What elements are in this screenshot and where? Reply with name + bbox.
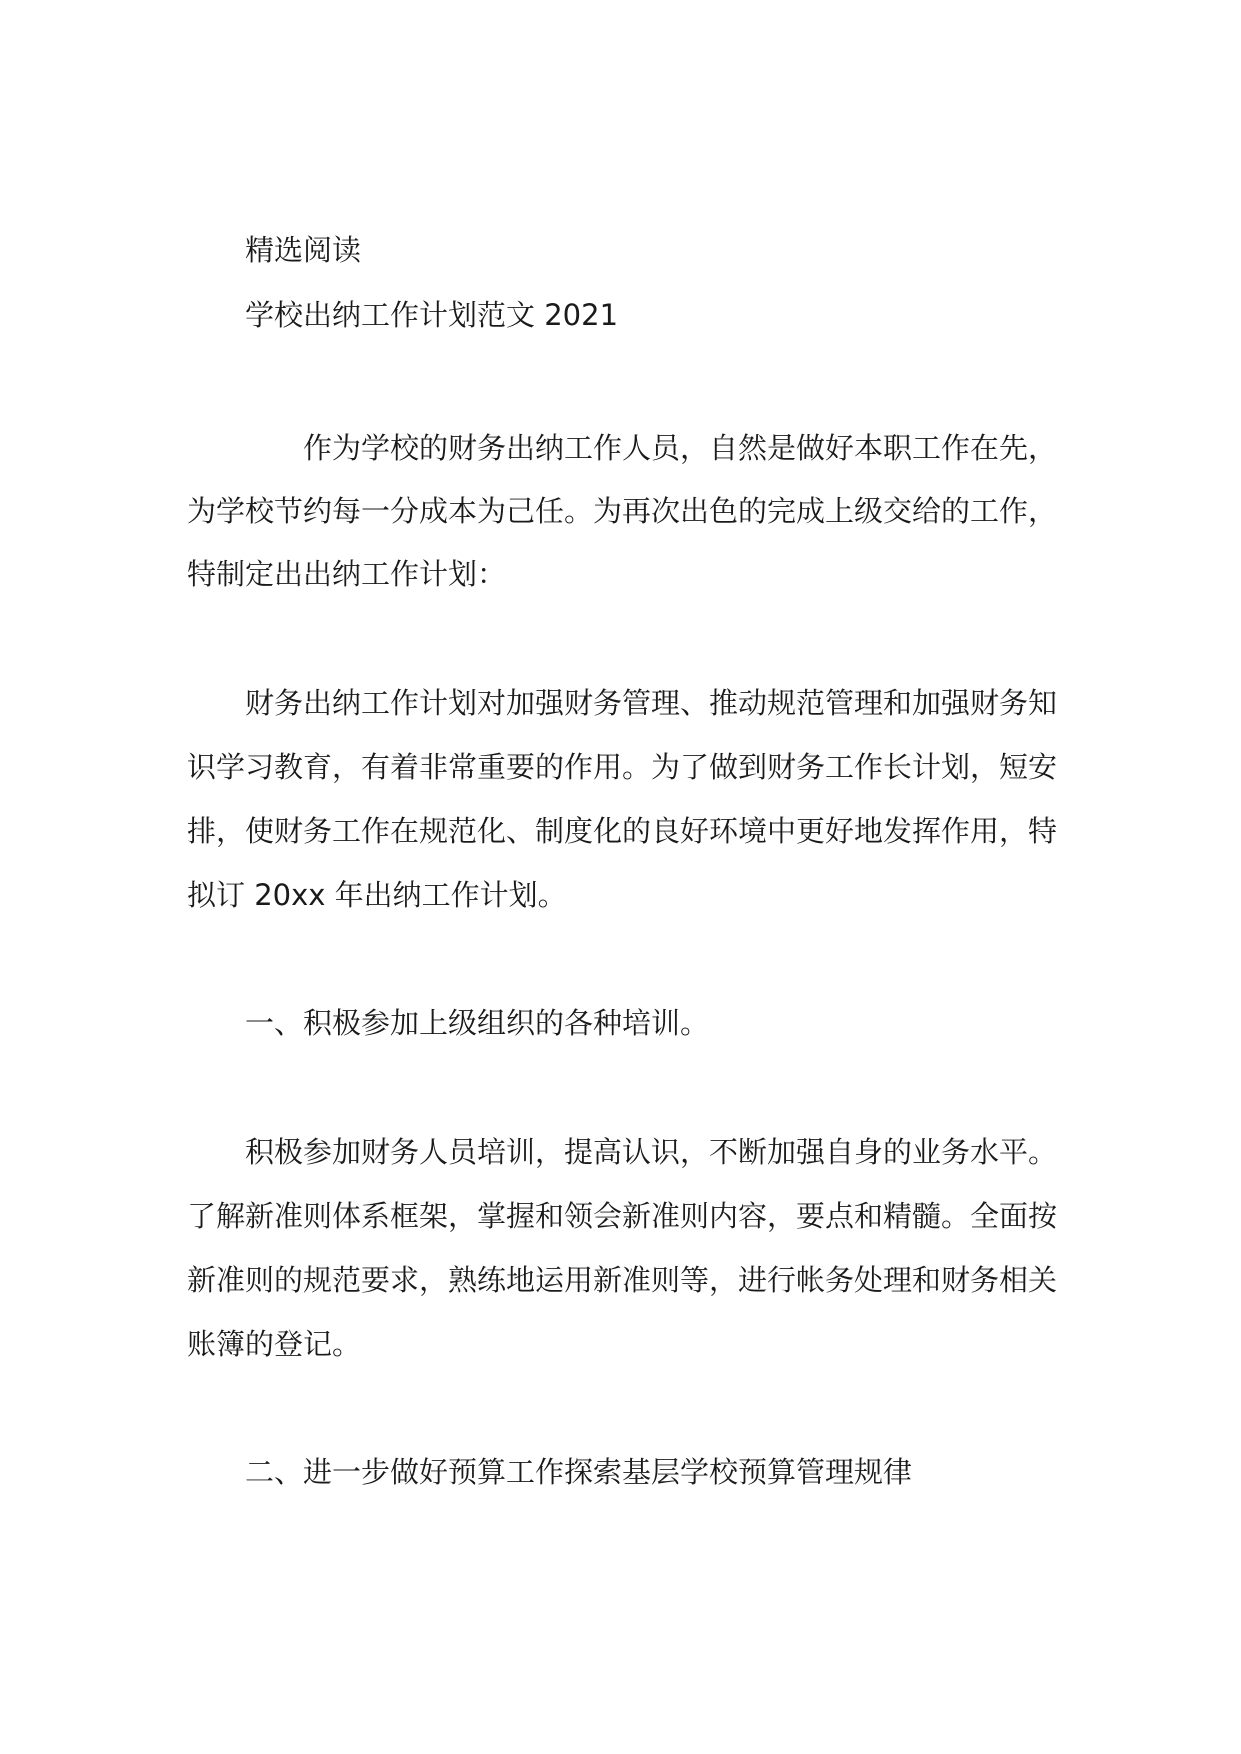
paragraph-line: 为学校节约每一分成本为己任。为再次出色的完成上级交给的工作， [187, 494, 1058, 528]
document-title: 学校出纳工作计划范文 2021 [245, 298, 619, 332]
paragraph-line: 拟订 20xx 年出纳工作计划。 [187, 878, 567, 912]
paragraph-line: 了解新准则体系框架，掌握和领会新准则内容，要点和精髓。全面按 [187, 1199, 1058, 1233]
paragraph-line: 特制定出出纳工作计划： [187, 557, 507, 591]
paragraph-line: 新准则的规范要求，熟练地运用新准则等，进行帐务处理和财务相关 [187, 1263, 1058, 1297]
paragraph-line: 作为学校的财务出纳工作人员，自然是做好本职工作在先， [303, 431, 1058, 465]
paragraph-line: 财务出纳工作计划对加强财务管理、推动规范管理和加强财务知 [245, 686, 1058, 720]
paragraph-line: 排，使财务工作在规范化、制度化的良好环境中更好地发挥作用，特 [187, 814, 1058, 848]
paragraph-line: 识学习教育，有着非常重要的作用。为了做到财务工作长计划，短安 [187, 750, 1058, 784]
paragraph-line: 积极参加财务人员培训，提高认识，不断加强自身的业务水平。 [245, 1135, 1058, 1169]
header-label: 精选阅读 [245, 233, 362, 267]
paragraph-line: 账簿的登记。 [187, 1327, 362, 1361]
section-1-heading: 一、积极参加上级组织的各种培训。 [245, 1006, 710, 1040]
section-2-heading: 二、进一步做好预算工作探索基层学校预算管理规律 [245, 1455, 913, 1489]
